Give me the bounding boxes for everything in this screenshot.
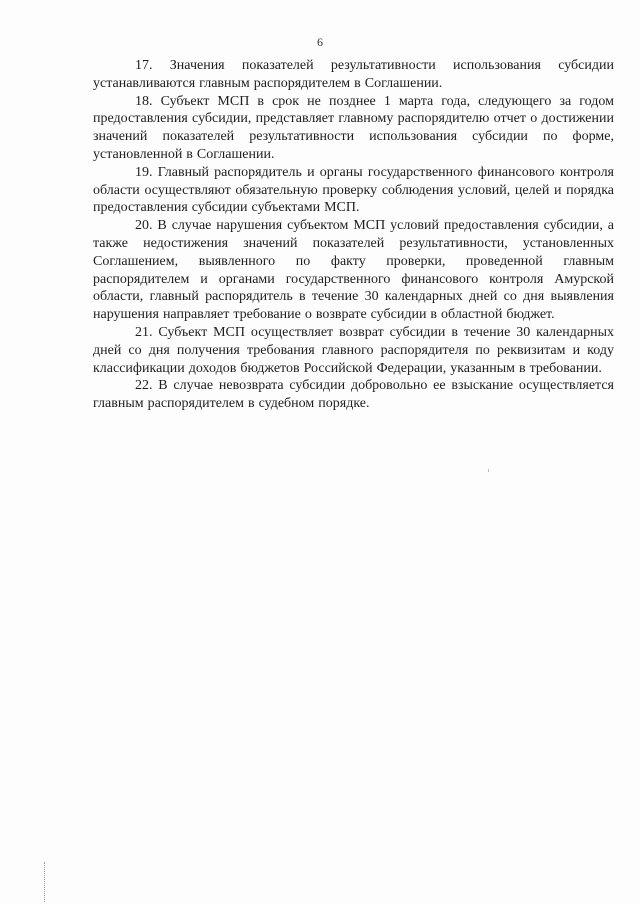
page-number: 6 bbox=[317, 35, 323, 49]
paragraph-19: 19. Главный распорядитель и органы государственного финансового контроля области осуществляют обязательную проверку соблюдения условий, целей и порядка предоставления субсидии субъектами МСП. bbox=[93, 164, 614, 216]
paragraph-17: 17. Значения показателей результативности использования субсидии устанавливаются главным распорядителем в Соглашении. bbox=[93, 58, 614, 91]
paragraph-18: 18. Субъект МСП в срок не позднее 1 марта года, следующего за годом предоставления субсидии, представляет главному распорядителю отчет о достижении значений показателей результативности использования субсидии по форме, установленной в Соглашении. bbox=[93, 93, 614, 162]
scan-artifact-mark bbox=[44, 862, 48, 902]
document-body bbox=[93, 57, 614, 413]
scan-artifact-dot bbox=[488, 469, 489, 472]
paragraph-20: 20. В случае нарушения субъектом МСП условий предоставления субсидии, а также недостижения значений показателей результативности, установленных Соглашением, выявленного по факту проверки, проведенной главным распорядителем и органами государственного финансового контроля Амурской области, главный распорядитель в течение 30 календарных дней со дня выявления нарушения направляет требование о возврате субсидии в областной бюджет. bbox=[93, 218, 614, 323]
paragraph-21: 21. Субъект МСП осуществляет возврат субсидии в течение 30 календарных дней со дня получения требования главного распорядителя по реквизитам и коду классификации доходов бюджетов Российской Федерации, указанным в требовании. bbox=[93, 324, 614, 376]
paragraph-22: 22. В случае невозврата субсидии добровольно ее взыскание осуществляется главным распорядителем в судебном порядке. bbox=[93, 378, 614, 412]
